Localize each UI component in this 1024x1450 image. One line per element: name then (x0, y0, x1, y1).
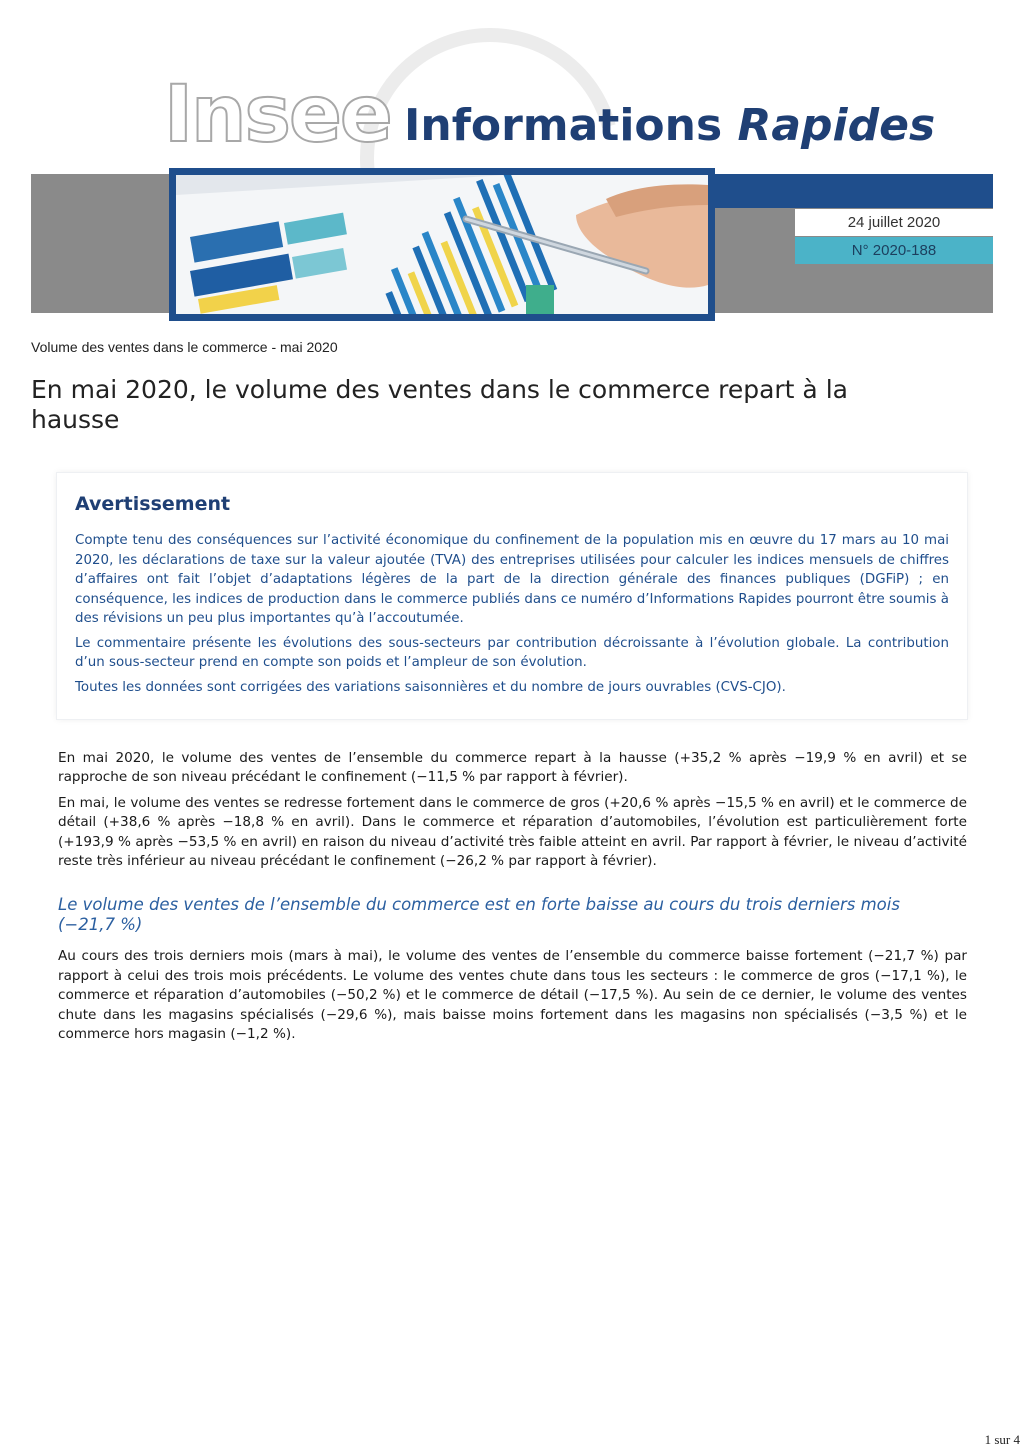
insee-logo: Insee (164, 70, 391, 160)
page-title: En mai 2020, le volume des ventes dans le commerce repart à la hausse (31, 375, 848, 434)
warning-box (56, 472, 968, 720)
header-photo (169, 168, 715, 321)
main-content (58, 749, 967, 1050)
publication-title-part2: Rapides (737, 100, 936, 151)
body-paragraph-2: En mai, le volume des ventes se redresse fortement dans le commerce de gros (+20,6 % après −15,5 % en avril) et le commerce de détail (+38,6 % après −18,8 % en avril). Dans le commerce et réparation d’automobiles, l’évolution est particulièrement forte (+193,9 % après −53,5 % en avril) en raison du niveau d’activité très faible atteint en avril. Par rapport à février, le niveau d’activité reste très inférieur au niveau précédant le confinement (−26,2 % par rapport à février). (58, 794, 967, 870)
warning-paragraph-3: Toutes les données sont corrigées des variations saisonnières et du nombre de jours ouvrables (CVS-CJO). (75, 679, 786, 695)
section-subheading: Le volume des ventes de l’ensemble du commerce est en forte baisse au cours du trois derniers mois (−21,7 %) (58, 895, 900, 935)
warning-paragraph-1: Compte tenu des conséquences sur l’activité économique du confinement de la population mis en œuvre du 17 mars au 10 mai 2020, les déclarations de taxe sur la valeur ajoutée (TVA) des entreprises utilisées pour calculer les indices mensuels de chiffres d’affaires ont fait l’objet d’adaptations légères de la part de la direction générale des finances publiques (DGFiP) ; en conséquence, les indices de production dans le commerce publiés dans ce numéro d’Informations Rapides pourront être soumis à des révisions un peu plus importantes qu’à l’accoutumée. (75, 533, 949, 626)
publication-date: 24 juillet 2020 (795, 209, 993, 236)
warning-title: Avertissement (75, 493, 231, 515)
header-blue-stripe (700, 174, 993, 208)
publication-title (404, 100, 936, 151)
body-paragraph-1: En mai 2020, le volume des ventes de l’ensemble du commerce repart à la hausse (+35,2 % après −19,9 % en avril) et se rapproche de son niveau précédant le confinement (−11,5 % par rapport à février). (58, 750, 967, 786)
publication-title-part1: Informations (404, 100, 738, 151)
issue-number: N° 2020-188 (795, 237, 993, 264)
page-number: 1 sur 4 (984, 1432, 1020, 1447)
body-paragraph-3: Au cours des trois derniers mois (mars à mai), le volume des ventes de l’ensemble du commerce baisse fortement (−21,7 %) par rapport à celui des trois mois précédents. Le volume des ventes chute dans tous les secteurs : le commerce de gros (−17,1 %), le commerce et réparation d’automobiles (−50,2 %) et le commerce de détail (−17,5 %). Au sein de ce dernier, le volume des ventes chute dans les magasins spécialisés (−29,6 %), mais baisse moins fortement dans les magasins non spécialisés (−3,5 %) et le commerce hors magasin (−1,2 %). (58, 948, 967, 1043)
subject-line: Volume des ventes dans le commerce - mai 2020 (31, 339, 338, 355)
chart-photo-illustration (176, 175, 708, 314)
warning-paragraph-2: Le commentaire présente les évolutions des sous-secteurs par contribution décroissante à l’évolution globale. La contribution d’un sous-secteur prend en compte son poids et l’ampleur de son évolution. (75, 635, 949, 670)
